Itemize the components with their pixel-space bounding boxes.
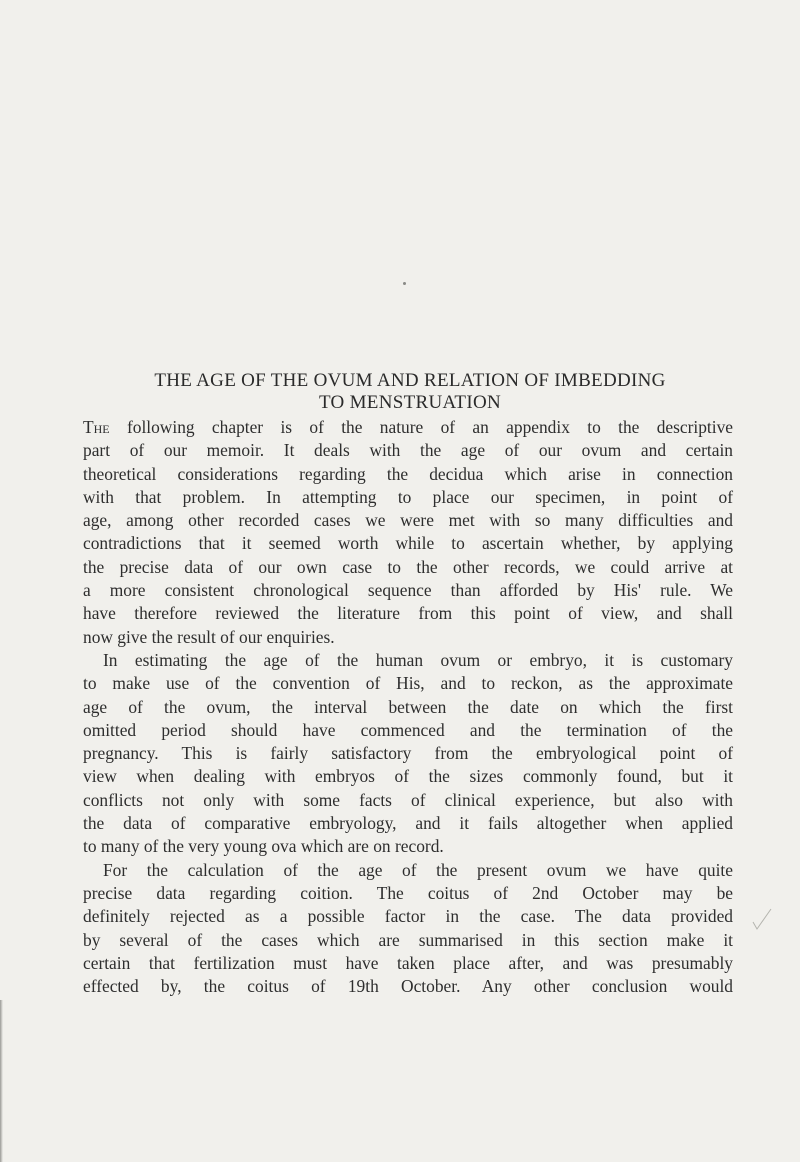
text-line: to many of the very young ova which are on record. (83, 836, 444, 857)
chapter-title-line-1: THE AGE OF THE OVUM AND RELATION OF IMBEDDING (154, 370, 666, 391)
text-line: effected by, the coitus of 19th October. Any other conclusion would (83, 976, 733, 997)
text-line: to make use of the convention of His, and to reckon, as the approximate (83, 673, 733, 694)
text-line: precise data regarding coition. The coitus of 2nd October may be (83, 882, 733, 903)
text-line: age of the ovum, the interval between the date on which the first (83, 696, 733, 717)
text-line: have therefore reviewed the literature from this point of view, and shall (83, 603, 733, 624)
text-line: For the calculation of the age of the present ovum we have quite (103, 859, 733, 880)
text-line: theoretical considerations regarding the decidua which arise in connection (83, 463, 733, 484)
text-line: part of our memoir. It deals with the age of our ovum and certain (83, 440, 733, 461)
text-line: the precise data of our own case to the other records, we could arrive at (83, 556, 733, 577)
pencil-tick-mark (752, 908, 772, 930)
text-line: conflicts not only with some facts of clinical experience, but also with (83, 789, 733, 810)
page-edge-shadow (0, 1000, 3, 1162)
text-line: age, among other recorded cases we were met with so many difficulties and (83, 510, 733, 531)
text-line: definitely rejected as a possible factor in the case. The data provided (83, 906, 733, 927)
text-line: with that problem. In attempting to place our specimen, in point of (83, 486, 733, 507)
text-line: the data of comparative embryology, and it fails altogether when applied (83, 813, 733, 834)
text-line: omitted period should have commenced and the termination of the (83, 719, 733, 740)
chapter-title (80, 370, 740, 414)
text-line: certain that fertilization must have taken place after, and was presumably (83, 952, 733, 973)
print-speck (403, 282, 406, 285)
chapter-title-line-2: TO MENSTRUATION (318, 392, 501, 413)
text-line: a more consistent chronological sequence than afforded by His' rule. We (83, 580, 733, 601)
text-line: pregnancy. This is fairly satisfactory from the embryological point of (83, 743, 733, 764)
drop-word: The (83, 417, 110, 437)
text-line: contradictions that it seemed worth while to ascertain whether, by applying (83, 533, 733, 554)
text-line: view when dealing with embryos of the sizes commonly found, but it (83, 766, 733, 787)
text-line: In estimating the age of the human ovum or embryo, it is customary (103, 649, 733, 670)
text-line: now give the result of our enquiries. (83, 626, 335, 647)
body-text (83, 416, 733, 998)
text-line: by several of the cases which are summarised in this section make it (83, 929, 733, 950)
text-line: The following chapter is of the nature of an appendix to the descriptive (83, 417, 733, 437)
